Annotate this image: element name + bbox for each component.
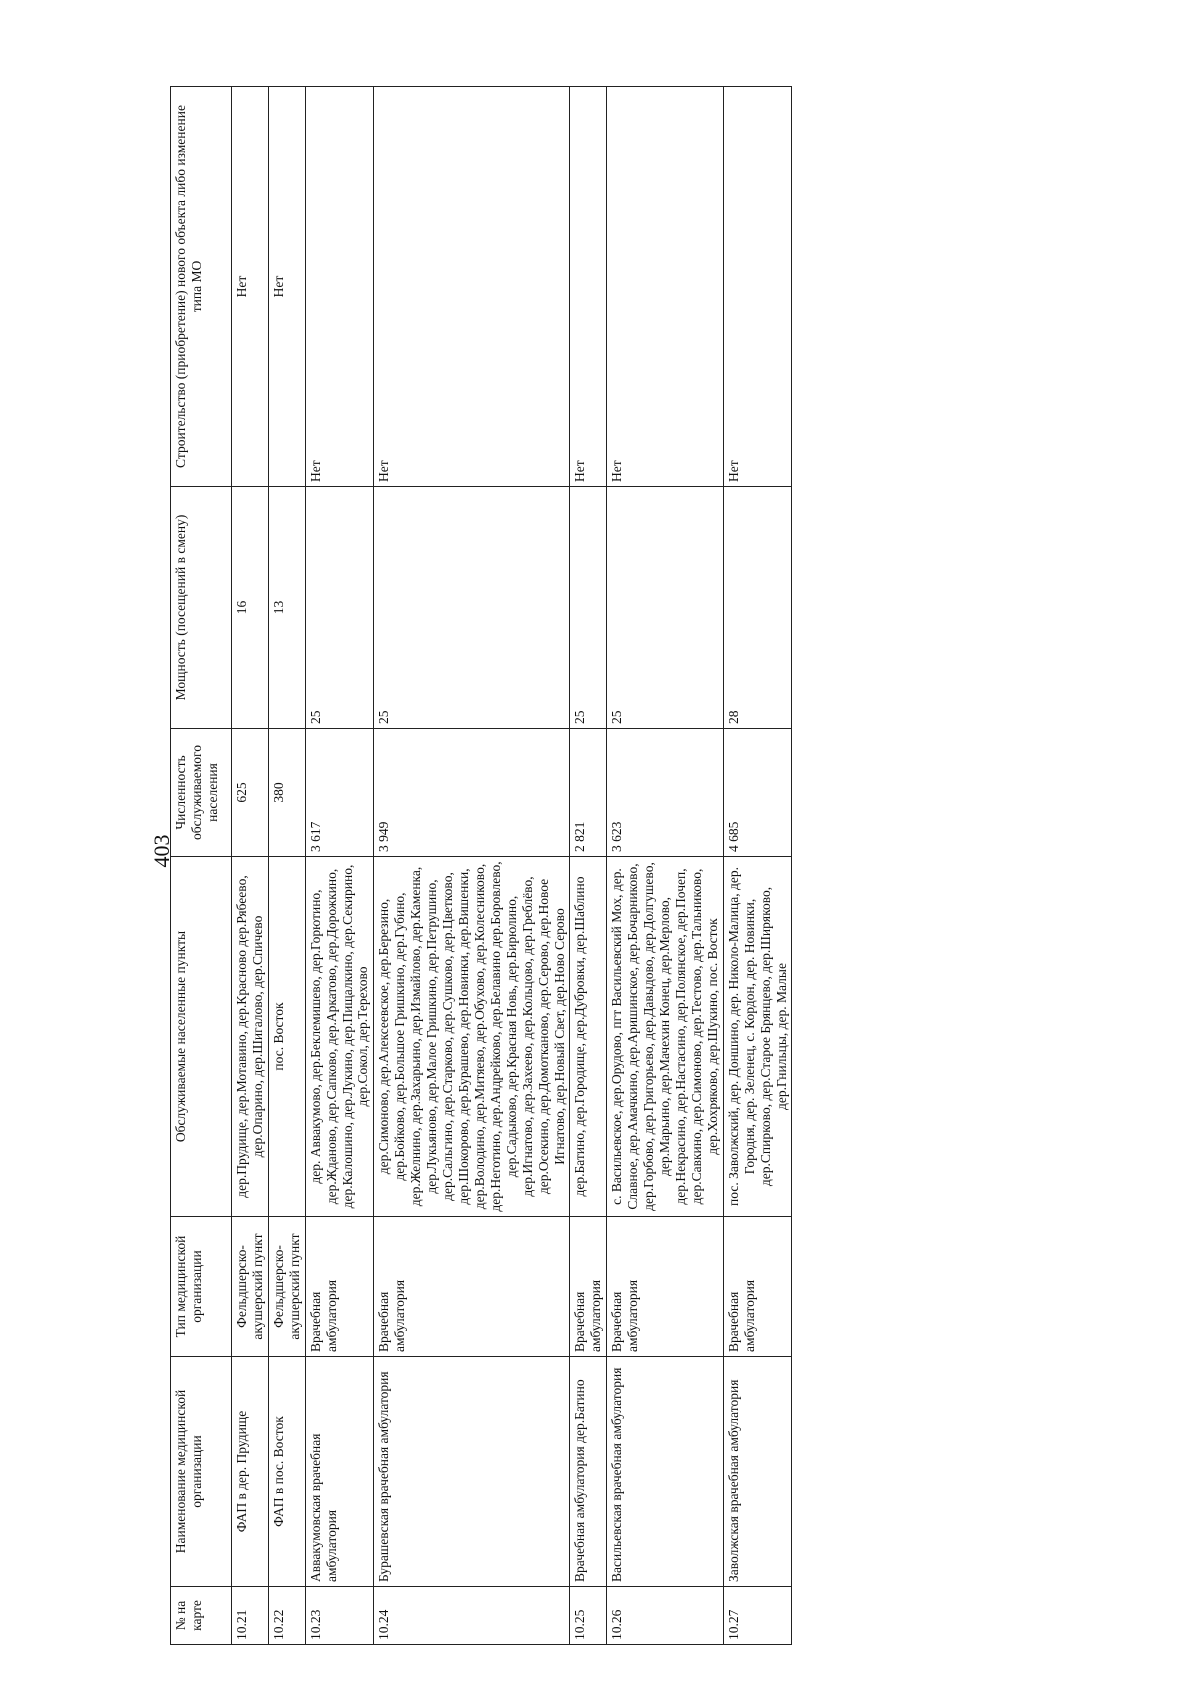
cell-num: 10.24: [374, 1587, 570, 1645]
cell-type: Врачебная амбулатория: [570, 1217, 607, 1357]
table-header-row: [171, 87, 232, 1645]
cell-places: дер.Прудище, дер.Мотавино, дер.Красново дер.Рябеево, дер.Опарино, дер.Шигалово, дер.Спичево: [232, 857, 269, 1217]
table-row: [305, 87, 374, 1645]
cell-construction: Нет: [268, 87, 305, 487]
cell-capacity: 28: [723, 487, 792, 729]
cell-num: 10.23: [305, 1587, 374, 1645]
table-row: [374, 87, 570, 1645]
cell-type: Врачебная амбулатория: [723, 1217, 792, 1357]
cell-name: Аввакумовская врачебная амбулатория: [305, 1357, 374, 1587]
cell-construction: Нет: [570, 87, 607, 487]
table-container: [170, 87, 1070, 1645]
cell-capacity: 25: [305, 487, 374, 729]
cell-capacity: 25: [374, 487, 570, 729]
cell-places: дер.Батино, дер.Городище, дер.Дубровки, дер.Шаблино: [570, 857, 607, 1217]
cell-places: пос. Заволжский, дер. Доншино, дер. Николо-Малица, дер. Городня, дер. Зеленец, с. Кордон, дер. Новинки, дер.Спирково, дер.Старое Брянцево, дер.Ширяково, дер.Гнильцы, дер. Малые: [723, 857, 792, 1217]
cell-places: дер.Симоново, дер.Алексеевское, дер.Березино, дер.Бойково, дер.Большое Гришкино, дер.Губино, дер.Желнино, дер.Захарьино, дер.Измайлово, дер.Каменка, дер.Лукьяново, дер.Малое Гришкино, дер.Петрушино, дер.Сальгино, дер.Старково, дер.Сушково, дер.Цветково, дер.Шокорово, дер.Бурашево, дер.Новинки, дер.Вишенки, дер.Володино, дер.Митяево, дер.Обухово, дер.Колесниково, дер.Неготино, дер.Андрейково, дер.Белавино дер.Боровлево, дер.Садыково, дер.Красная Новь, дер.Бирюлино, дер.Игнатово, дер.Захеево, дер.Кольцово, дер.Греблёво, дер.Осекино, дер.Домотканово, дер.Серово, дер.Новое Игнатово, дер.Новый Свет, дер.Ново Серово: [374, 857, 570, 1217]
cell-construction: Нет: [607, 87, 723, 487]
page-number: 403: [149, 834, 174, 868]
cell-population: 3 949: [374, 729, 570, 857]
cell-name: Врачебная амбулатория дер.Батино: [570, 1357, 607, 1587]
cell-name: ФАП в пос. Восток: [268, 1357, 305, 1587]
cell-num: 10.26: [607, 1587, 723, 1645]
header-population: Численность обслуживаемого населения: [171, 729, 232, 857]
table-row: [607, 87, 723, 1645]
cell-capacity: 13: [268, 487, 305, 729]
table-row: [268, 87, 305, 1645]
cell-type: Фельдшерско-акушерский пункт: [232, 1217, 269, 1357]
cell-population: 625: [232, 729, 269, 857]
header-name: Наименование медицинской организации: [171, 1357, 232, 1587]
table-row: [232, 87, 269, 1645]
cell-num: 10.27: [723, 1587, 792, 1645]
cell-name: Заволжская врачебная амбулатория: [723, 1357, 792, 1587]
cell-population: 4 685: [723, 729, 792, 857]
medical-organizations-table: [170, 86, 792, 1645]
cell-num: 10.21: [232, 1587, 269, 1645]
header-places: Обслуживаемые населенные пункты: [171, 857, 232, 1217]
header-num: № на карте: [171, 1587, 232, 1645]
cell-name: Васильевская врачебная амбулатория: [607, 1357, 723, 1587]
header-type: Тип медицинской организации: [171, 1217, 232, 1357]
table-row: [570, 87, 607, 1645]
cell-type: Фельдшерско-акушерский пункт: [268, 1217, 305, 1357]
cell-num: 10.22: [268, 1587, 305, 1645]
cell-construction: Нет: [305, 87, 374, 487]
cell-type: Врачебная амбулатория: [305, 1217, 374, 1357]
cell-name: Бурашевская врачебная амбулатория: [374, 1357, 570, 1587]
cell-capacity: 25: [607, 487, 723, 729]
cell-places: пос. Восток: [268, 857, 305, 1217]
cell-construction: Нет: [232, 87, 269, 487]
cell-places: дер. Аввакумово, дер.Беклемишево, дер.Горютино, дер.Жданово, дер.Сапково, дер.Аркатово, дер.Дорожкино, дер.Калошино, дер.Лукино, дер.Пищалкино, дер.Секирино, дер.Сокол, дер.Терехово: [305, 857, 374, 1217]
cell-capacity: 25: [570, 487, 607, 729]
cell-name: ФАП в дер. Прудище: [232, 1357, 269, 1587]
cell-population: 3 617: [305, 729, 374, 857]
cell-population: 380: [268, 729, 305, 857]
header-capacity: Мощность (посещений в смену): [171, 487, 232, 729]
header-construction: Строительство (приобретение) нового объекта либо изменение типа МО: [171, 87, 232, 487]
table-row: [723, 87, 792, 1645]
cell-type: Врачебная амбулатория: [607, 1217, 723, 1357]
cell-population: 3 623: [607, 729, 723, 857]
cell-num: 10.25: [570, 1587, 607, 1645]
cell-capacity: 16: [232, 487, 269, 729]
cell-population: 2 821: [570, 729, 607, 857]
cell-construction: Нет: [374, 87, 570, 487]
cell-type: Врачебная амбулатория: [374, 1217, 570, 1357]
cell-construction: Нет: [723, 87, 792, 487]
cell-places: с. Васильевское, дер.Орудово, пгт Васильевский Мох, дер. Славное, дер.Амачкино, дер.Аришинское, дер.Бочарниково, дер.Горбово, дер.Григорьево, дер.Давыдово, дер.Долгушево, дер.Марьино, дер.Мачехин Конец, дер.Мерлово, дер.Некрасино, дер.Настасино, дер.Полянское, дер.Почеп, дер.Савкино, дер.Симоново, дер.Тестово, дер.Тальниково, дер.Хохряково, дер.Шукино, пос. Восток: [607, 857, 723, 1217]
